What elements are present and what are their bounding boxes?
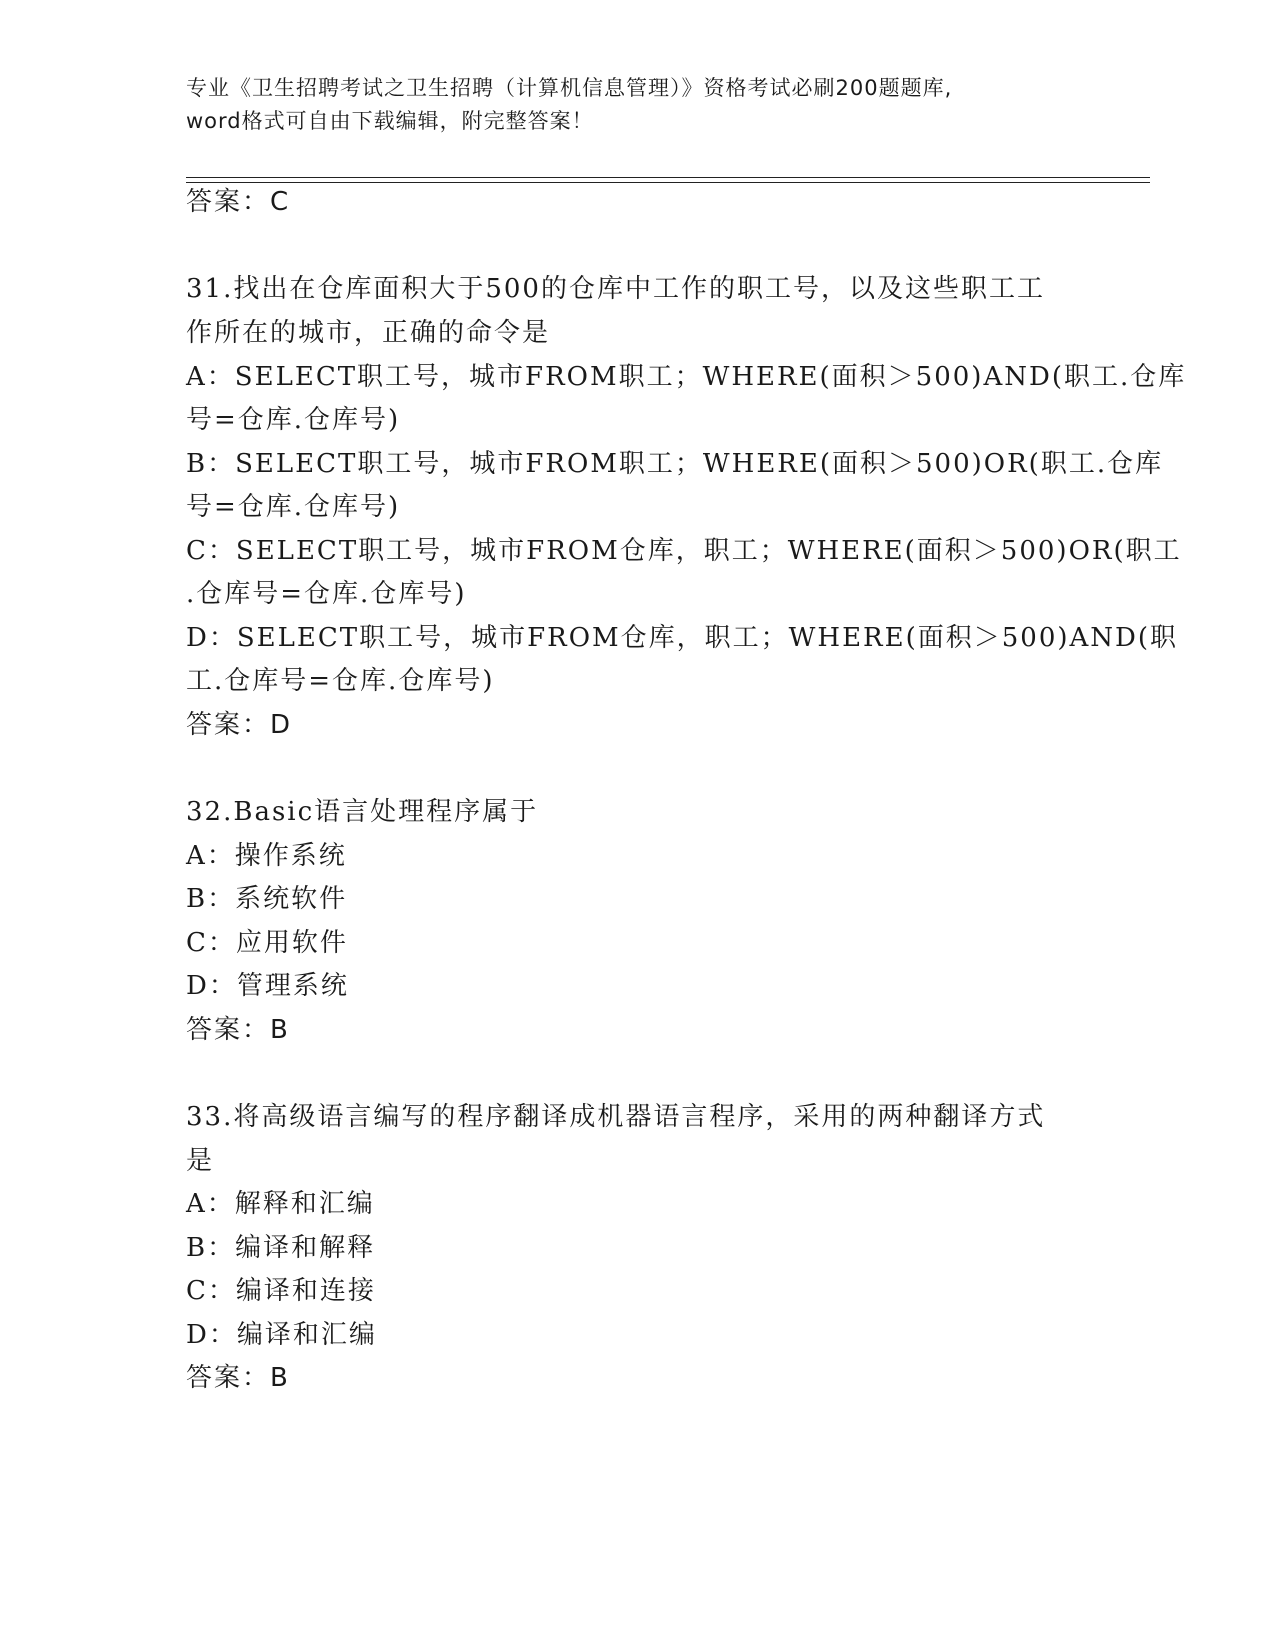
question-31-option-b-line-1: B：SELECT职工号，城市FROM职工；WHERE(面积＞500)OR(职工.仓库 [186,449,1164,479]
header-title-line-1: 专业《卫生招聘考试之卫生招聘（计算机信息管理）》资格考试必刷200题题库, [186,76,953,100]
question-33-answer: 答案：B [186,1363,290,1393]
document-header [186,72,1086,138]
question-33-option-d: D：编译和汇编 [186,1320,377,1350]
question-31-option-d-line-1: D：SELECT职工号，城市FROM仓库，职工；WHERE(面积＞500)AND(职 [186,623,1179,653]
question-33-stem-line-1: 33.将高级语言编写的程序翻译成机器语言程序，采用的两种翻译方式 [186,1102,1046,1132]
header-divider-top [186,177,1150,178]
question-32-answer: 答案：B [186,1015,290,1045]
header-divider-bottom [186,182,1150,183]
question-31-option-a-line-2: 号=仓库.仓库号) [186,405,401,435]
question-33-stem-line-2: 是 [186,1146,215,1176]
question-31-stem-line-1: 31.找出在仓库面积大于500的仓库中工作的职工号，以及这些职工工 [186,274,1045,304]
question-31-option-c-line-2: .仓库号=仓库.仓库号) [186,579,467,609]
question-31-option-a-line-1: A：SELECT职工号，城市FROM职工；WHERE(面积＞500)AND(职工.仓库 [186,362,1187,392]
question-33-option-c: C：编译和连接 [186,1276,376,1306]
question-32-option-b: B：系统软件 [186,884,348,914]
question-31-option-d-line-2: 工.仓库号=仓库.仓库号) [186,666,495,696]
question-32-option-d: D：管理系统 [186,971,349,1001]
question-32-option-a: A：操作系统 [186,841,347,871]
question-31-option-c-line-1: C：SELECT职工号，城市FROM仓库，职工；WHERE(面积＞500)OR(职工 [186,536,1182,566]
question-33-option-b: B：编译和解释 [186,1233,376,1263]
question-31-stem-line-2: 作所在的城市，正确的命令是 [186,318,551,348]
question-31-answer: 答案：D [186,710,293,740]
previous-answer: 答案：C [186,187,291,217]
question-32-stem: 32.Basic语言处理程序属于 [186,797,539,827]
header-title-line-2: word格式可自由下载编辑，附完整答案！ [186,109,594,133]
question-32-option-c: C：应用软件 [186,928,348,958]
question-33-option-a: A：解释和汇编 [186,1189,375,1219]
question-31-option-b-line-2: 号=仓库.仓库号) [186,492,401,522]
